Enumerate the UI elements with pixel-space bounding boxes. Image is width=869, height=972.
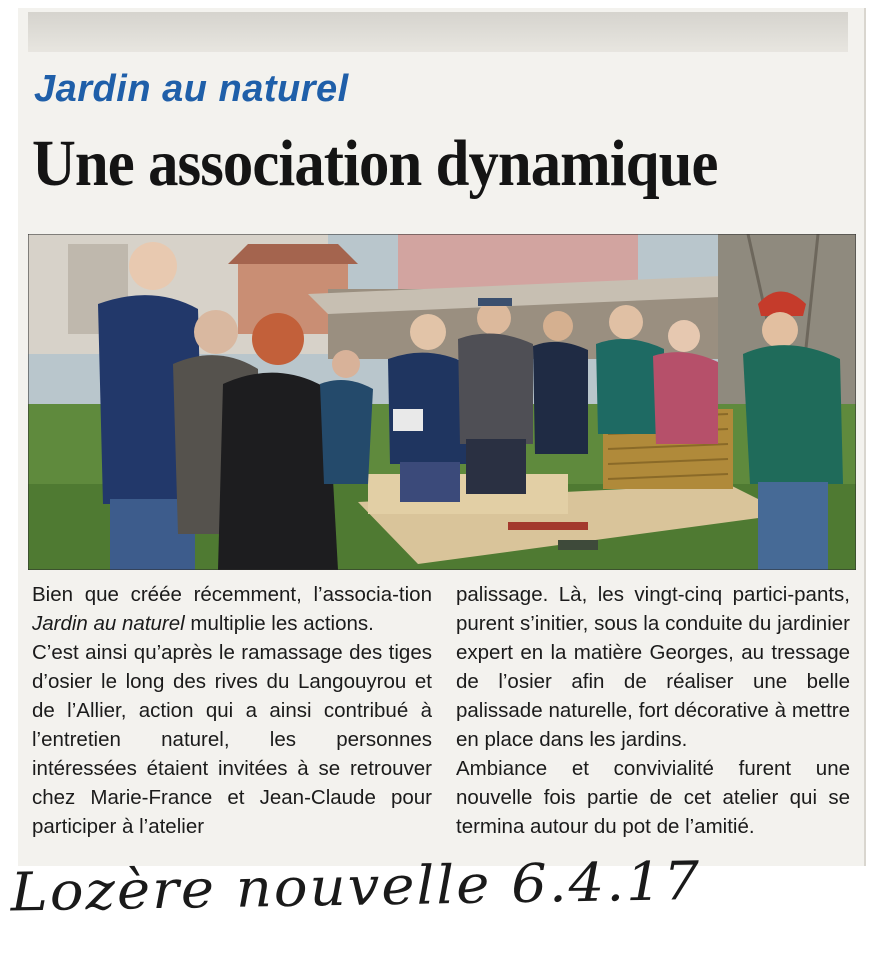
- intro-text-start: Bien que créée récemment, l’associa-tion: [32, 583, 432, 606]
- newspaper-clipping: [18, 8, 866, 866]
- article-kicker: Jardin au naturel: [34, 68, 349, 110]
- article-headline: Une association dynamique: [32, 127, 718, 200]
- intro-paragraph: [32, 580, 432, 638]
- article-column-1: [32, 580, 432, 841]
- handwritten-source-note: Lozère nouvelle 6.4.17: [10, 850, 702, 924]
- show-through-band: [28, 12, 848, 52]
- body-paragraph-1: C’est ainsi qu’après le ramassage des tiges d’osier le long des rives du Langouyrou et de l’Allier, action qui a ainsi contribué à l’entretien naturel, les personnes intéressées étaient invitées à se retrouver chez Marie-France et Jean-Claude pour participer à l’atelier: [32, 641, 432, 838]
- article-column-2: [456, 580, 850, 841]
- association-name: Jardin au naturel: [32, 612, 185, 635]
- closing-paragraph: Ambiance et convivialité furent une nouvelle fois partie de cet atelier qui se termina autour du pot de l’amitié.: [456, 757, 850, 838]
- intro-text-end: multiplie les actions.: [184, 612, 374, 635]
- article-photo: [28, 234, 856, 570]
- body-paragraph-2: palissage. Là, les vingt-cinq partici-pants, purent s’initier, sous la conduite du jardinier expert en la matière Georges, au tressage de l’osier afin de réaliser une belle palissade naturelle, fort décorative à mettre en place dans les jardins.: [456, 583, 850, 751]
- group-photo-icon: [28, 234, 856, 570]
